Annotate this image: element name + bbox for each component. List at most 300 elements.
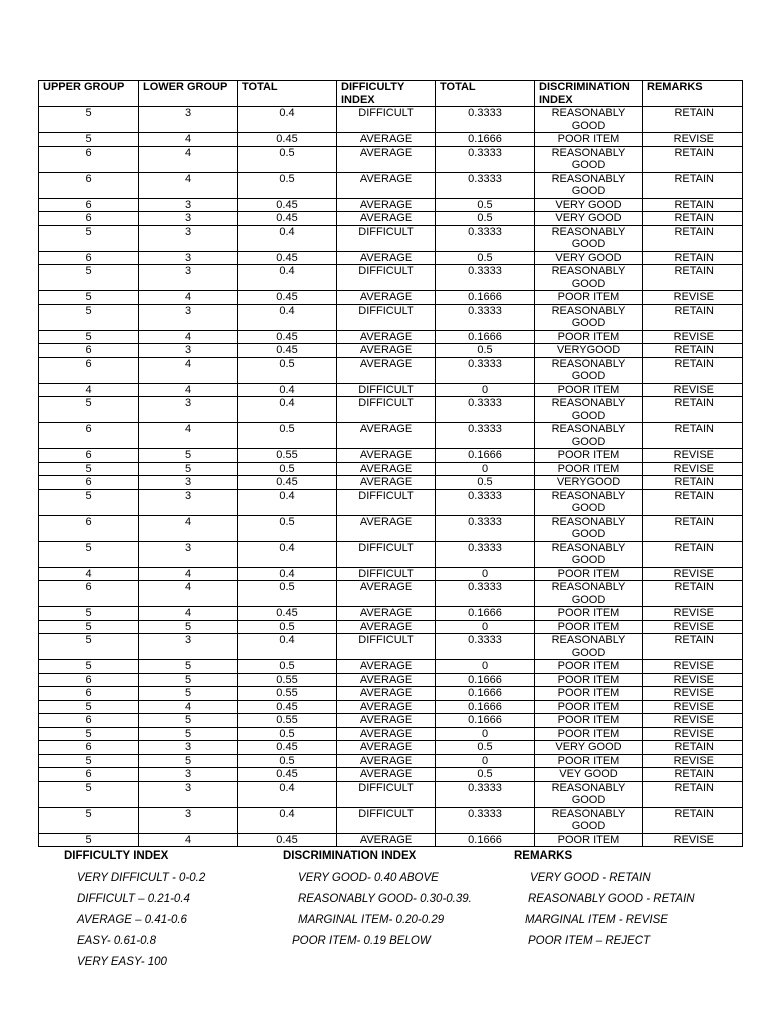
- table-cell: 5: [39, 607, 139, 621]
- table-cell: 5: [139, 673, 238, 687]
- table-cell: RETAIN: [643, 781, 743, 807]
- table-cell: 6: [39, 344, 139, 358]
- table-row: [39, 330, 743, 344]
- table-cell: 0.5: [238, 146, 337, 172]
- table-cell: DIFFICULT: [337, 634, 436, 660]
- table-cell: RETAIN: [643, 397, 743, 423]
- table-cell: 4: [139, 581, 238, 607]
- table-cell: 0.1666: [436, 449, 535, 463]
- table-cell: AVERAGE: [337, 344, 436, 358]
- table-cell: 3: [139, 198, 238, 212]
- table-cell: 0.55: [238, 449, 337, 463]
- table-cell: POOR ITEM: [535, 700, 643, 714]
- table-cell: AVERAGE: [337, 620, 436, 634]
- table-cell: 0.55: [238, 687, 337, 701]
- table-cell: RETAIN: [643, 198, 743, 212]
- table-cell: 0.4: [238, 634, 337, 660]
- table-cell: 0: [436, 620, 535, 634]
- table-cell: 0: [436, 462, 535, 476]
- table-cell: 0.3333: [436, 397, 535, 423]
- table-row: [39, 833, 743, 847]
- table-row: [39, 541, 743, 567]
- table-cell: AVERAGE: [337, 476, 436, 490]
- table-row: [39, 687, 743, 701]
- table-cell: 5: [39, 330, 139, 344]
- table-cell: 3: [139, 212, 238, 226]
- table-cell: AVERAGE: [337, 700, 436, 714]
- discrimination-legend-item: REASONABLY GOOD- 0.30-0.39.: [298, 893, 472, 905]
- table-cell: DIFFICULT: [337, 304, 436, 330]
- table-cell: REVISE: [643, 567, 743, 581]
- table-cell: REASONABLY GOOD: [535, 423, 643, 449]
- table-cell: 5: [39, 489, 139, 515]
- table-cell: 0.1666: [436, 133, 535, 147]
- table-cell: REASONABLY GOOD: [535, 781, 643, 807]
- table-row: [39, 462, 743, 476]
- table-cell: 5: [39, 781, 139, 807]
- table-cell: AVERAGE: [337, 198, 436, 212]
- table-cell: 0.45: [238, 212, 337, 226]
- table-cell: POOR ITEM: [535, 449, 643, 463]
- table-cell: 0.4: [238, 107, 337, 133]
- table-row: [39, 781, 743, 807]
- table-cell: 4: [139, 383, 238, 397]
- difficulty-legend-item: AVERAGE – 0.41-0.6: [77, 914, 187, 926]
- table-cell: REASONABLY GOOD: [535, 107, 643, 133]
- remarks-legend-item: POOR ITEM – REJECT: [528, 935, 651, 947]
- table-cell: 5: [39, 727, 139, 741]
- table-cell: POOR ITEM: [535, 462, 643, 476]
- table-cell: RETAIN: [643, 357, 743, 383]
- table-cell: 5: [39, 634, 139, 660]
- column-header: TOTAL: [238, 81, 337, 107]
- table-cell: AVERAGE: [337, 146, 436, 172]
- table-cell: DIFFICULT: [337, 807, 436, 833]
- table-cell: 0.5: [436, 768, 535, 782]
- table-cell: 3: [139, 344, 238, 358]
- difficulty-index-title: DIFFICULTY INDEX: [64, 850, 169, 862]
- table-cell: 3: [139, 541, 238, 567]
- table-cell: 0.5: [238, 462, 337, 476]
- table-cell: 0.55: [238, 673, 337, 687]
- table-cell: 0.4: [238, 567, 337, 581]
- table-cell: POOR ITEM: [535, 607, 643, 621]
- table-cell: 0: [436, 383, 535, 397]
- table-row: [39, 673, 743, 687]
- table-cell: 0.5: [436, 212, 535, 226]
- table-cell: 4: [39, 567, 139, 581]
- difficulty-legend-item: VERY DIFFICULT - 0-0.2: [77, 872, 206, 884]
- table-cell: 4: [139, 146, 238, 172]
- table-cell: POOR ITEM: [535, 291, 643, 305]
- table-cell: VERY GOOD: [535, 251, 643, 265]
- table-cell: AVERAGE: [337, 330, 436, 344]
- table-cell: RETAIN: [643, 515, 743, 541]
- table-cell: 0.4: [238, 541, 337, 567]
- table-cell: 6: [39, 449, 139, 463]
- table-row: [39, 620, 743, 634]
- table-cell: POOR ITEM: [535, 620, 643, 634]
- table-cell: REASONABLY GOOD: [535, 515, 643, 541]
- discrimination-legend-item: POOR ITEM- 0.19 BELOW: [292, 935, 431, 947]
- table-row: [39, 265, 743, 291]
- table-cell: 0.45: [238, 344, 337, 358]
- table-cell: POOR ITEM: [535, 754, 643, 768]
- table-cell: REASONABLY GOOD: [535, 357, 643, 383]
- table-row: [39, 489, 743, 515]
- table-cell: AVERAGE: [337, 673, 436, 687]
- table-cell: 4: [139, 172, 238, 198]
- column-header: UPPER GROUP: [39, 81, 139, 107]
- table-cell: 5: [39, 462, 139, 476]
- column-header: DIFFICULTY INDEX: [337, 81, 436, 107]
- table-row: [39, 198, 743, 212]
- table-cell: POOR ITEM: [535, 714, 643, 728]
- table-cell: 0.45: [238, 198, 337, 212]
- discrimination-legend-item: VERY GOOD- 0.40 ABOVE: [298, 872, 439, 884]
- table-cell: AVERAGE: [337, 687, 436, 701]
- table-cell: REASONABLY GOOD: [535, 265, 643, 291]
- table-cell: REVISE: [643, 727, 743, 741]
- table-cell: 5: [39, 807, 139, 833]
- table-cell: REVISE: [643, 291, 743, 305]
- table-row: [39, 423, 743, 449]
- table-cell: 0.1666: [436, 714, 535, 728]
- table-cell: DIFFICULT: [337, 541, 436, 567]
- table-cell: 0.45: [238, 330, 337, 344]
- table-cell: REVISE: [643, 462, 743, 476]
- table-cell: 3: [139, 397, 238, 423]
- table-cell: 6: [39, 146, 139, 172]
- table-cell: DIFFICULT: [337, 107, 436, 133]
- table-cell: 0.5: [238, 727, 337, 741]
- table-cell: 3: [139, 741, 238, 755]
- table-cell: 0.4: [238, 489, 337, 515]
- table-cell: DIFFICULT: [337, 567, 436, 581]
- table-cell: DIFFICULT: [337, 397, 436, 423]
- table-cell: RETAIN: [643, 225, 743, 251]
- table-row: [39, 476, 743, 490]
- table-cell: 0.4: [238, 225, 337, 251]
- table-cell: VERY GOOD: [535, 741, 643, 755]
- table-cell: 0.5: [238, 581, 337, 607]
- table-cell: 0.5: [238, 660, 337, 674]
- table-cell: 0.1666: [436, 291, 535, 305]
- table-cell: 0.5: [436, 344, 535, 358]
- table-cell: AVERAGE: [337, 423, 436, 449]
- table-cell: AVERAGE: [337, 515, 436, 541]
- table-cell: 3: [139, 304, 238, 330]
- table-cell: 4: [139, 833, 238, 847]
- table-cell: 6: [39, 714, 139, 728]
- table-cell: 0.45: [238, 251, 337, 265]
- table-row: [39, 607, 743, 621]
- table-cell: 5: [139, 714, 238, 728]
- table-cell: REASONABLY GOOD: [535, 172, 643, 198]
- table-cell: 0.3333: [436, 541, 535, 567]
- table-cell: 4: [139, 515, 238, 541]
- table-cell: REASONABLY GOOD: [535, 807, 643, 833]
- remarks-legend-item: REASONABLY GOOD - RETAIN: [528, 893, 695, 905]
- table-cell: 5: [139, 462, 238, 476]
- table-cell: 5: [39, 133, 139, 147]
- table-cell: POOR ITEM: [535, 330, 643, 344]
- table-cell: RETAIN: [643, 146, 743, 172]
- table-cell: AVERAGE: [337, 741, 436, 755]
- table-cell: AVERAGE: [337, 212, 436, 226]
- table-cell: 0.1666: [436, 673, 535, 687]
- table-row: [39, 225, 743, 251]
- table-cell: 0: [436, 727, 535, 741]
- table-row: [39, 567, 743, 581]
- table-cell: 5: [139, 687, 238, 701]
- table-cell: VERY GOOD: [535, 212, 643, 226]
- table-cell: 0: [436, 754, 535, 768]
- table-cell: DIFFICULT: [337, 225, 436, 251]
- table-cell: 3: [139, 781, 238, 807]
- table-cell: 6: [39, 687, 139, 701]
- table-cell: 3: [139, 768, 238, 782]
- table-cell: 3: [139, 107, 238, 133]
- table-cell: REASONABLY GOOD: [535, 304, 643, 330]
- table-cell: DIFFICULT: [337, 265, 436, 291]
- table-cell: VERYGOOD: [535, 344, 643, 358]
- column-header: REMARKS: [643, 81, 743, 107]
- table-cell: POOR ITEM: [535, 673, 643, 687]
- remarks-title: REMARKS: [514, 850, 573, 862]
- table-cell: 0.45: [238, 700, 337, 714]
- table-cell: RETAIN: [643, 581, 743, 607]
- table-cell: RETAIN: [643, 634, 743, 660]
- table-cell: AVERAGE: [337, 754, 436, 768]
- table-cell: 0.3333: [436, 172, 535, 198]
- table-cell: 5: [139, 727, 238, 741]
- table-cell: 5: [39, 541, 139, 567]
- difficulty-index-legend: [64, 850, 205, 977]
- table-cell: REASONABLY GOOD: [535, 225, 643, 251]
- table-cell: REASONABLY GOOD: [535, 581, 643, 607]
- table-cell: DIFFICULT: [337, 383, 436, 397]
- table-cell: 4: [139, 357, 238, 383]
- table-cell: 4: [139, 423, 238, 449]
- table-cell: POOR ITEM: [535, 833, 643, 847]
- table-cell: 0.4: [238, 781, 337, 807]
- table-cell: 0.3333: [436, 423, 535, 449]
- table-cell: AVERAGE: [337, 172, 436, 198]
- table-cell: RETAIN: [643, 172, 743, 198]
- table-cell: RETAIN: [643, 807, 743, 833]
- table-cell: 3: [139, 634, 238, 660]
- table-cell: 6: [39, 515, 139, 541]
- table-cell: 6: [39, 476, 139, 490]
- table-cell: 0.3333: [436, 489, 535, 515]
- table-cell: 5: [39, 833, 139, 847]
- table-cell: 3: [139, 225, 238, 251]
- table-cell: 0.5: [436, 476, 535, 490]
- difficulty-legend-item: VERY EASY- 100: [77, 956, 167, 968]
- table-cell: 5: [39, 107, 139, 133]
- item-analysis-table: [38, 80, 743, 847]
- difficulty-legend-item: EASY- 0.61-0.8: [77, 935, 157, 947]
- table-row: [39, 383, 743, 397]
- table-cell: 0.1666: [436, 687, 535, 701]
- table-cell: RETAIN: [643, 541, 743, 567]
- table-row: [39, 304, 743, 330]
- table-cell: AVERAGE: [337, 357, 436, 383]
- column-header: TOTAL: [436, 81, 535, 107]
- table-row: [39, 754, 743, 768]
- table-cell: VEY GOOD: [535, 768, 643, 782]
- table-cell: 6: [39, 673, 139, 687]
- table-cell: 3: [139, 807, 238, 833]
- table-cell: RETAIN: [643, 107, 743, 133]
- table-cell: REVISE: [643, 687, 743, 701]
- table-cell: 0.45: [238, 291, 337, 305]
- table-cell: AVERAGE: [337, 833, 436, 847]
- table-row: [39, 741, 743, 755]
- table-cell: AVERAGE: [337, 660, 436, 674]
- table-cell: RETAIN: [643, 344, 743, 358]
- table-cell: 0.3333: [436, 304, 535, 330]
- table-row: [39, 172, 743, 198]
- table-cell: AVERAGE: [337, 714, 436, 728]
- table-cell: 0.5: [436, 198, 535, 212]
- table-cell: REASONABLY GOOD: [535, 489, 643, 515]
- table-row: [39, 107, 743, 133]
- table-row: [39, 581, 743, 607]
- table-cell: 0.45: [238, 741, 337, 755]
- table-cell: 0.4: [238, 383, 337, 397]
- table-cell: REVISE: [643, 607, 743, 621]
- table-cell: 5: [39, 620, 139, 634]
- table-cell: REVISE: [643, 620, 743, 634]
- table-cell: REVISE: [643, 330, 743, 344]
- table-cell: RETAIN: [643, 489, 743, 515]
- table-cell: 0.45: [238, 768, 337, 782]
- table-cell: 0.4: [238, 265, 337, 291]
- table-row: [39, 291, 743, 305]
- table-cell: 6: [39, 741, 139, 755]
- table-row: [39, 660, 743, 674]
- discrimination-index-title: DISCRIMINATION INDEX: [283, 850, 417, 862]
- table-row: [39, 768, 743, 782]
- table-cell: POOR ITEM: [535, 660, 643, 674]
- table-row: [39, 634, 743, 660]
- table-row: [39, 133, 743, 147]
- table-cell: 0.3333: [436, 265, 535, 291]
- table-cell: 3: [139, 265, 238, 291]
- table-cell: 0.4: [238, 807, 337, 833]
- table-cell: REVISE: [643, 833, 743, 847]
- table-cell: 0.3333: [436, 225, 535, 251]
- table-cell: 0.3333: [436, 107, 535, 133]
- table-row: [39, 251, 743, 265]
- table-cell: REASONABLY GOOD: [535, 397, 643, 423]
- table-cell: 4: [139, 291, 238, 305]
- column-header: LOWER GROUP: [139, 81, 238, 107]
- table-cell: 6: [39, 357, 139, 383]
- table-cell: 0.3333: [436, 357, 535, 383]
- table-cell: RETAIN: [643, 741, 743, 755]
- table-row: [39, 357, 743, 383]
- table-cell: 3: [139, 476, 238, 490]
- table-cell: REASONABLY GOOD: [535, 146, 643, 172]
- table-cell: AVERAGE: [337, 251, 436, 265]
- table-cell: 4: [139, 607, 238, 621]
- table-cell: POOR ITEM: [535, 133, 643, 147]
- table-row: [39, 727, 743, 741]
- remarks-legend: [514, 850, 695, 956]
- table-cell: AVERAGE: [337, 581, 436, 607]
- table-cell: 5: [39, 660, 139, 674]
- table-cell: 5: [139, 660, 238, 674]
- table-cell: DIFFICULT: [337, 781, 436, 807]
- table-cell: REVISE: [643, 383, 743, 397]
- table-cell: AVERAGE: [337, 133, 436, 147]
- table-cell: POOR ITEM: [535, 567, 643, 581]
- table-cell: 0.3333: [436, 634, 535, 660]
- table-cell: 0.4: [238, 304, 337, 330]
- table-cell: DIFFICULT: [337, 489, 436, 515]
- table-cell: 0.45: [238, 833, 337, 847]
- table-cell: 4: [139, 330, 238, 344]
- table-cell: RETAIN: [643, 476, 743, 490]
- table-cell: 6: [39, 172, 139, 198]
- table-cell: 0.1666: [436, 833, 535, 847]
- table-cell: 0.5: [238, 172, 337, 198]
- table-cell: REASONABLY GOOD: [535, 634, 643, 660]
- table-row: [39, 397, 743, 423]
- table-cell: 0.1666: [436, 607, 535, 621]
- table-cell: 4: [139, 133, 238, 147]
- table-row: [39, 714, 743, 728]
- table-cell: VERY GOOD: [535, 198, 643, 212]
- table-cell: 0.5: [436, 251, 535, 265]
- table-cell: RETAIN: [643, 265, 743, 291]
- column-header: DISCRIMINATION INDEX: [535, 81, 643, 107]
- table-cell: POOR ITEM: [535, 727, 643, 741]
- table-cell: REASONABLY GOOD: [535, 541, 643, 567]
- table-row: [39, 700, 743, 714]
- table-cell: RETAIN: [643, 768, 743, 782]
- table-header-row: [39, 81, 743, 107]
- table-cell: AVERAGE: [337, 727, 436, 741]
- table-cell: 0.5: [238, 357, 337, 383]
- table-cell: REVISE: [643, 700, 743, 714]
- table-cell: 0.1666: [436, 330, 535, 344]
- remarks-legend-item: MARGINAL ITEM - REVISE: [525, 914, 668, 926]
- table-cell: RETAIN: [643, 304, 743, 330]
- table-cell: 3: [139, 251, 238, 265]
- table-cell: 4: [39, 383, 139, 397]
- table-cell: 6: [39, 768, 139, 782]
- table-cell: POOR ITEM: [535, 383, 643, 397]
- table-cell: 6: [39, 198, 139, 212]
- table-row: [39, 212, 743, 226]
- table-cell: RETAIN: [643, 251, 743, 265]
- table-cell: 5: [139, 620, 238, 634]
- table-cell: REVISE: [643, 449, 743, 463]
- table-row: [39, 449, 743, 463]
- table-cell: 0.55: [238, 714, 337, 728]
- table-cell: 3: [139, 489, 238, 515]
- table-cell: 0.3333: [436, 515, 535, 541]
- table-cell: 0: [436, 660, 535, 674]
- table-row: [39, 515, 743, 541]
- table-cell: 5: [39, 397, 139, 423]
- table-cell: 4: [139, 700, 238, 714]
- table-cell: REVISE: [643, 714, 743, 728]
